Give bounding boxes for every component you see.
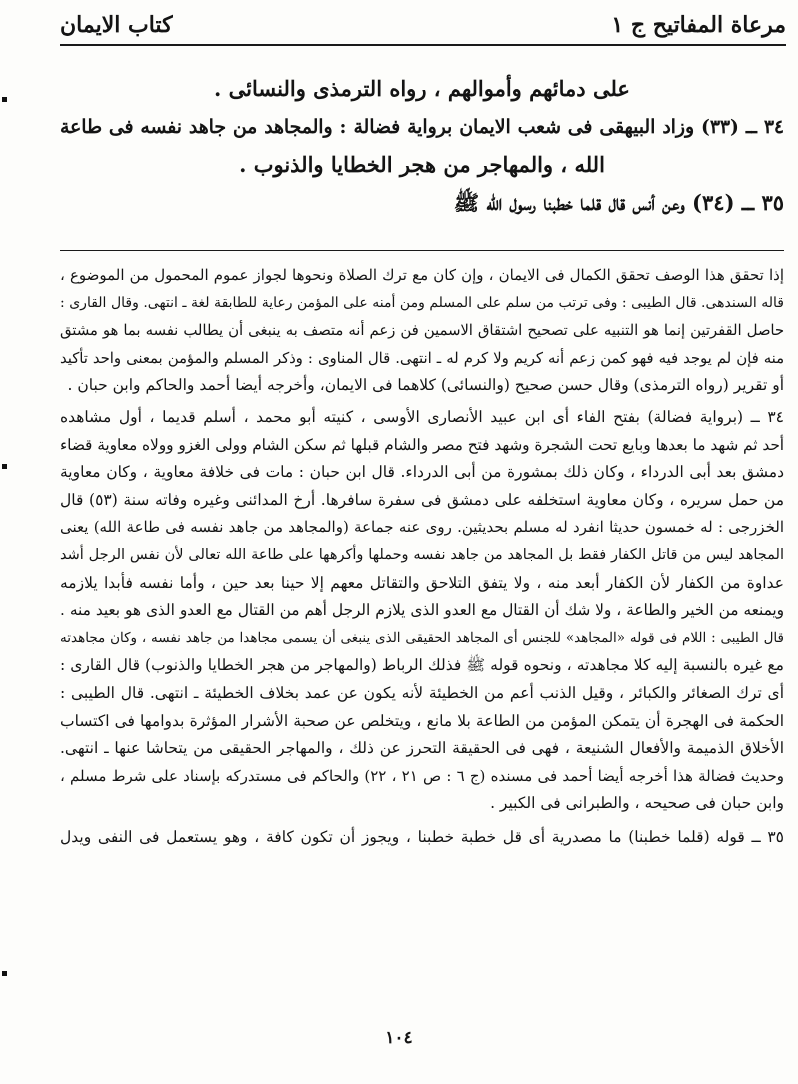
hadith-text-block	[60, 70, 784, 222]
commentary-line: وابن حبان فى صحيحه ، والطبرانى فى الكبير .	[490, 794, 784, 813]
hadith-line: ٣٥ ــ (٣٤) وعن أنس قال قلما خطبنا رسول الله ﷺ	[453, 190, 784, 215]
commentary-line: الأخلاق الذميمة والأفعال الشنيعة ، فهى فى الحقيقة التحرز عن ذلك ، والمهاجر الحقيقى من يتحاشا عنها ـ انتهى.	[60, 739, 784, 758]
commentary-line: وحديث فضالة هذا أخرجه أيضا أحمد فى مسنده (ج ٦ : ص ٢١ ، ٢٢) والحاكم فى مستدركه بإسناد على شرط مسلم ،	[60, 766, 784, 785]
commentary-line: أو تقرير (رواه الترمذى) وقال حسن صحيح (والنسائى) كلاهما فى الايمان، وأخرجه أيضا أحمد والحاكم وابن حبان .	[67, 376, 784, 395]
hadith-line: ٣٤ ــ (٣٣) وزاد البيهقى فى شعب الايمان برواية فضالة : والمجاهد من جاهد نفسه فى طاعة	[60, 116, 784, 138]
commentary-line: منه فإن لم يوجد فيه فهو كمن زعم أنه كريم ولا كرم له ـ انتهى. قال المناوى : وذكر المسلم والمؤمن بمعنى واحد تأكيد	[60, 349, 784, 367]
commentary-line: ٣٥ ــ قوله (قلما خطبنا) ما مصدرية أى قل خطبة خطبنا ، ويجوز أن تكون كافة ، وهو يستعمل فى النفى ويدل	[60, 827, 784, 846]
commentary-line: دمشق بعد أبى الدرداء ، وكان ذلك بمشورة من أبى الدرداء. قال ابن حبان : مات فى خلافة معاوية ، وكان معاوية	[60, 463, 784, 482]
commentary-line: الخزرجى : له خمسون حديثا انفرد له مسلم بحديثين. روى عنه جماعة (والمجاهد من جاهد نفسه فى طاعة الله) يعنى	[60, 518, 784, 537]
commentary-line: الحكمة فى الهجرة أن يتمكن المؤمن من الطاعة بلا مانع ، ويتخلص عن صحبة الأشرار المؤثرة بدوامها فى اكتساب	[60, 711, 784, 730]
commentary-line: من حمل سريره ، وكان معاوية استخلفه على دمشق فى سفرة سافرها. أرخ المدائنى وغيره وفاته سنة (٥٣) قال	[60, 490, 784, 509]
book-title: مرعاة المفاتيح ج ١	[611, 12, 786, 38]
commentary-line: حاصل القفرتين إنما هو التنبيه على تصحيح اشتقاق الاسمين فن زعم أنه متصف به ينبغى أن يطالب نفسه بما هو مشتق	[60, 322, 784, 340]
margin-mark	[2, 97, 7, 102]
hadith-line: الله ، والمهاجر من هجر الخطايا والذنوب .	[239, 152, 605, 177]
commentary-line: ويمنعه من الخير والطاعة ، ولا شك أن القتال مع العدو الذى يلازم الرجل أهم من القتال مع العدو الذى هو بعيد منه .	[60, 601, 784, 620]
commentary-line: المجاهد ليس من قاتل الكفار فقط بل المجاهد من جاهد نفسه وحملها وأكرهها على طاعة الله تعالى لأن نفس الرجل أشد	[60, 546, 784, 563]
commentary-line: قال الطيبى : اللام فى قوله «المجاهد» للجنس أى المجاهد الحقيقى الذى ينبغى أن يسمى مجاهدا من جاهد نفسه ، وكان مجاهدته	[60, 629, 784, 646]
margin-mark	[2, 464, 7, 469]
page-number: ١٠٤	[385, 1028, 413, 1048]
section-divider	[60, 250, 784, 251]
commentary-line: عداوة من الكفار لأن الكفار أبعد منه ، ولا يتفق التلاحق والتقاتل معهم إلا حينا بعد حين ، وأما نفسه فأبدا يلازمه	[60, 573, 784, 592]
margin-mark	[2, 971, 7, 976]
hadith-line: على دمائهم وأموالهم ، رواه الترمذى والنسائى .	[214, 76, 630, 101]
commentary-line: قاله السندهى. قال الطيبى : وفى ترتب من سلم على المسلم ومن أمنه على المؤمن رعاية للطابقة لغة ـ انتهى. وقال القارى :	[60, 294, 784, 311]
commentary-line: أحد ثم شهد ما بعدها وبايع تحت الشجرة وشهد فتح مصر والشام قبلها ثم سكن الشام وولى الغزو وولاه معاوية قضاء	[60, 435, 784, 454]
commentary-block	[60, 262, 784, 851]
commentary-line: أى ترك الصغائر والكبائر ، وقيل الذنب أعم من الخطيئة لأنه يكون عن عمد بخلاف الخطيئة ـ انتهى. قال الطيبى :	[60, 683, 784, 702]
running-header	[60, 6, 786, 46]
chapter-title: كتاب الايمان	[60, 12, 173, 38]
commentary-line: مع غيره بالنسبة إليه كلا مجاهدته ، ونحوه قوله ﷺ فذلك الرباط (والمهاجر من هجر الخطايا والذنوب) قال القارى :	[60, 656, 784, 675]
commentary-line: ٣٤ ــ (برواية فضالة) بفتح الفاء أى ابن عبيد الأنصارى الأوسى ، كنيته أبو محمد ، أسلم قديما ، أول مشاهده	[60, 407, 784, 426]
commentary-line: إذا تحقق هذا الوصف تحقق الكمال فى الايمان ، وإن كان مع ترك الصلاة ونحوها لجواز عموم المحمول من الموضوع ،	[60, 266, 784, 284]
